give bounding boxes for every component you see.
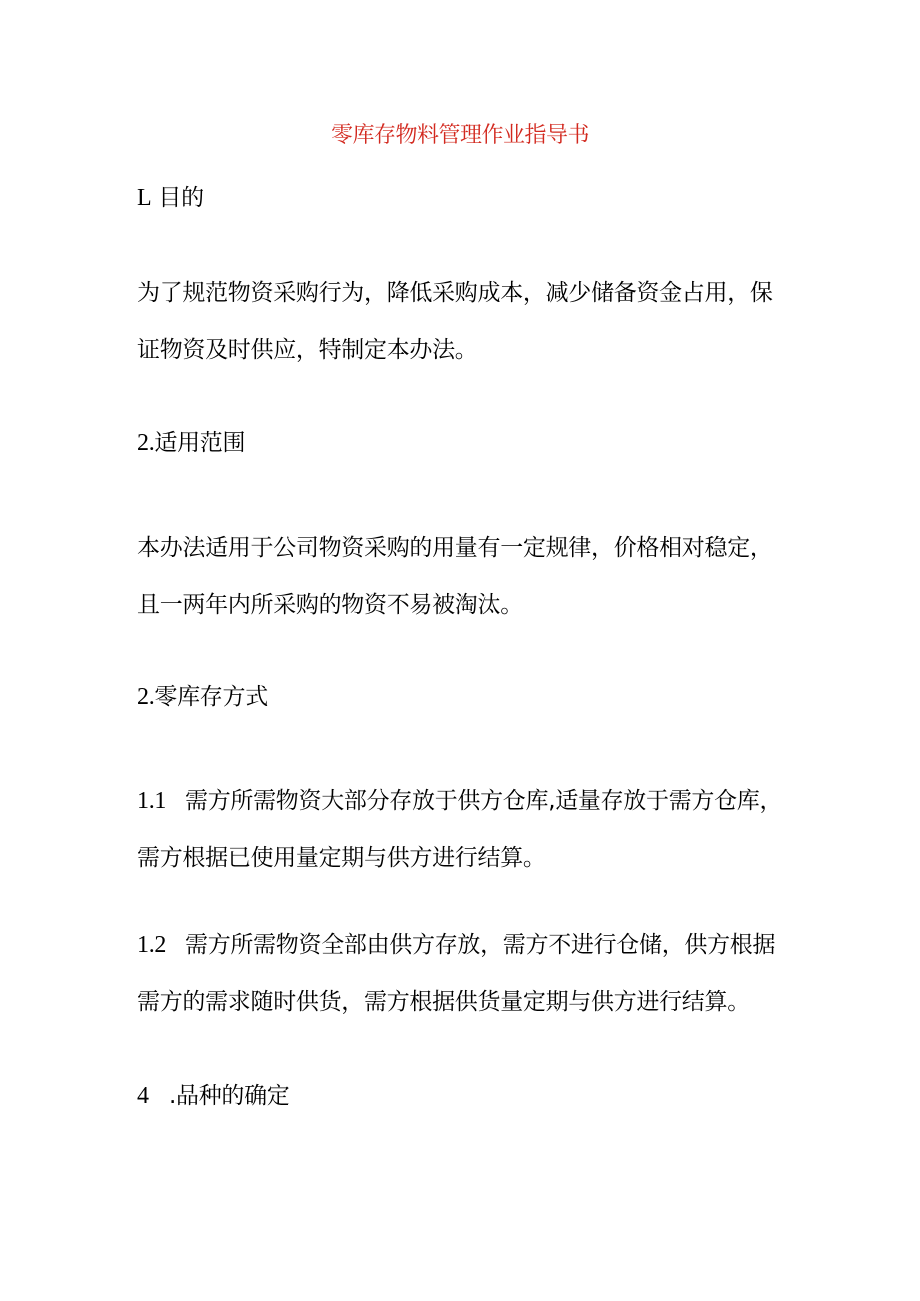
item-number: 1.2: [137, 932, 167, 958]
section-number: 2.: [137, 684, 155, 710]
section-heading-purpose: [137, 182, 797, 214]
section-number: 4: [137, 1083, 149, 1109]
paragraph-scope: [137, 520, 797, 634]
item-text: 需方所需物资全部由供方存放，需方不进行仓储，供方根据: [185, 932, 776, 958]
section-heading-variety: [137, 1080, 797, 1112]
paragraph-method-1-2: [137, 917, 797, 1031]
section-heading-zero-inventory: [137, 681, 797, 713]
paragraph-method-1-1: [137, 773, 797, 887]
item-text: 需方所需物资大部分存放于供方仓库,适量存放于需方仓库，: [185, 788, 783, 814]
section-title: .品种的确定: [169, 1083, 290, 1109]
document-title: 零库存物料管理作业指导书: [330, 123, 589, 148]
item-number: 1.1: [137, 788, 167, 814]
paragraph-line: [137, 917, 797, 974]
paragraph-line: 需方根据已使用量定期与供方进行结算。: [137, 845, 546, 871]
paragraph-line: 且一两年内所采购的物资不易被淘汰。: [137, 592, 523, 618]
paragraph-line: 证物资及时供应，特制定本办法。: [137, 337, 478, 363]
section-title: 零库存方式: [154, 684, 268, 710]
section-heading-scope: [137, 427, 797, 459]
paragraph-line: [137, 773, 797, 830]
section-title: 适用范围: [154, 430, 246, 456]
paragraph-purpose: [137, 265, 797, 379]
paragraph-line: 需方的需求随时供货，需方根据供货量定期与供方进行结算。: [137, 989, 750, 1015]
section-number: 2.: [137, 430, 155, 456]
paragraph-line: 为了规范物资采购行为，降低采购成本，减少储备资金占用，保: [137, 280, 773, 306]
section-number: L: [137, 185, 152, 211]
paragraph-line: 本办法适用于公司物资采购的用量有一定规律，价格相对稳定，: [137, 535, 773, 561]
section-title: 目的: [158, 185, 204, 211]
